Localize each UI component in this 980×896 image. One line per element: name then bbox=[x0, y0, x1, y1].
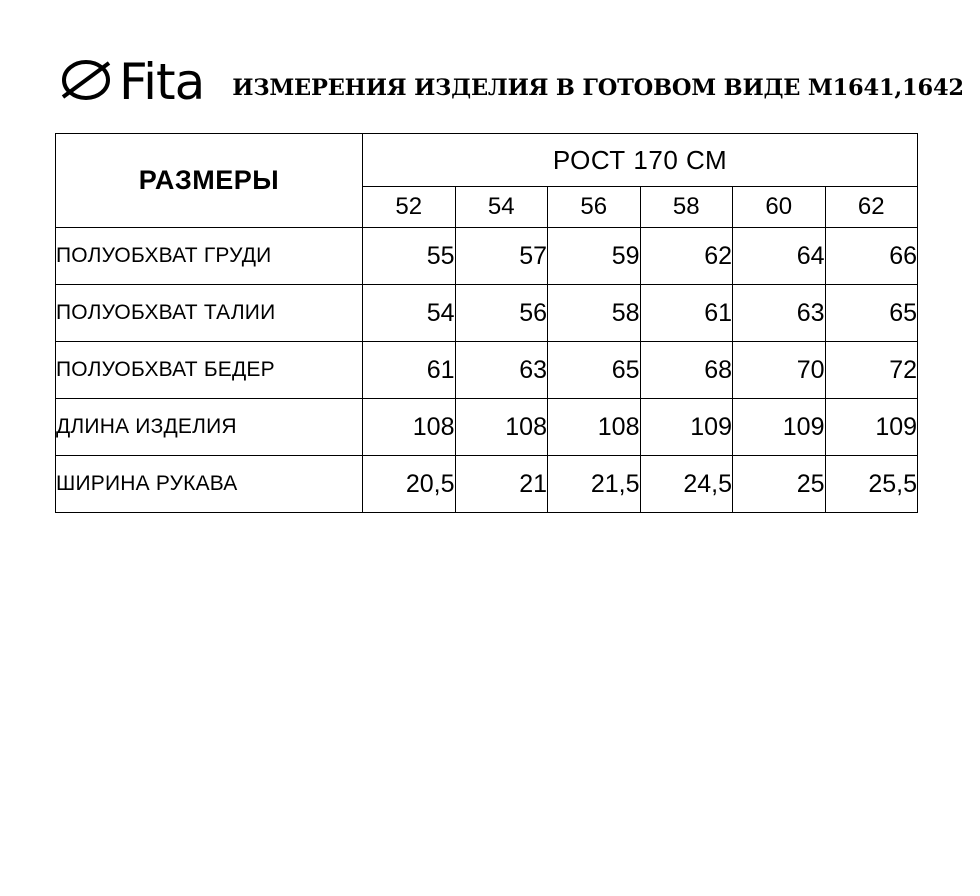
table-row bbox=[56, 228, 918, 285]
brand-name: Fita bbox=[119, 53, 205, 111]
table-cell: 59 bbox=[548, 228, 641, 285]
table-cell: 55 bbox=[363, 228, 456, 285]
table-cell: 25,5 bbox=[825, 456, 918, 513]
table-cell: 109 bbox=[640, 399, 733, 456]
table-cell: 21 bbox=[455, 456, 548, 513]
table-cell: 63 bbox=[733, 285, 826, 342]
row-label: ДЛИНА ИЗДЕЛИЯ bbox=[56, 399, 363, 456]
fita-ellipse-logo-icon bbox=[55, 49, 117, 111]
page-title: ИЗМЕРЕНИЯ ИЗДЕЛИЯ В ГОТОВОМ ВИДЕ М1641,1642 bbox=[232, 75, 964, 101]
table-cell: 63 bbox=[455, 342, 548, 399]
table-cell: 20,5 bbox=[363, 456, 456, 513]
row-label: ПОЛУОБХВАТ ТАЛИИ bbox=[56, 285, 363, 342]
size-column-header: 60 bbox=[733, 187, 826, 228]
size-column-header: 56 bbox=[548, 187, 641, 228]
header-sizes-label: РАЗМЕРЫ bbox=[56, 134, 363, 228]
table-cell: 24,5 bbox=[640, 456, 733, 513]
row-label: ШИРИНА РУКАВА bbox=[56, 456, 363, 513]
document-header bbox=[55, 40, 964, 120]
table-cell: 25 bbox=[733, 456, 826, 513]
table-cell: 108 bbox=[548, 399, 641, 456]
table-cell: 109 bbox=[733, 399, 826, 456]
table-cell: 66 bbox=[825, 228, 918, 285]
size-column-header: 58 bbox=[640, 187, 733, 228]
table-cell: 61 bbox=[363, 342, 456, 399]
table-cell: 65 bbox=[825, 285, 918, 342]
table-cell: 64 bbox=[733, 228, 826, 285]
table-cell: 68 bbox=[640, 342, 733, 399]
table-cell: 70 bbox=[733, 342, 826, 399]
brand-logo bbox=[55, 45, 204, 115]
table-cell: 61 bbox=[640, 285, 733, 342]
table-cell: 58 bbox=[548, 285, 641, 342]
size-column-header: 62 bbox=[825, 187, 918, 228]
table-cell: 54 bbox=[363, 285, 456, 342]
table-cell: 62 bbox=[640, 228, 733, 285]
table-cell: 108 bbox=[363, 399, 456, 456]
table-cell: 57 bbox=[455, 228, 548, 285]
header-height-group: РОСТ 170 СМ bbox=[363, 134, 918, 187]
table-row bbox=[56, 456, 918, 513]
table-row bbox=[56, 285, 918, 342]
size-column-header: 52 bbox=[363, 187, 456, 228]
table-cell: 108 bbox=[455, 399, 548, 456]
table-header-row bbox=[56, 134, 918, 187]
table-cell: 21,5 bbox=[548, 456, 641, 513]
measurements-table bbox=[55, 133, 918, 513]
table-cell: 109 bbox=[825, 399, 918, 456]
table-row bbox=[56, 399, 918, 456]
row-label: ПОЛУОБХВАТ ГРУДИ bbox=[56, 228, 363, 285]
row-label: ПОЛУОБХВАТ БЕДЕР bbox=[56, 342, 363, 399]
size-column-header: 54 bbox=[455, 187, 548, 228]
table-cell: 72 bbox=[825, 342, 918, 399]
table-row bbox=[56, 342, 918, 399]
table-cell: 56 bbox=[455, 285, 548, 342]
table-cell: 65 bbox=[548, 342, 641, 399]
